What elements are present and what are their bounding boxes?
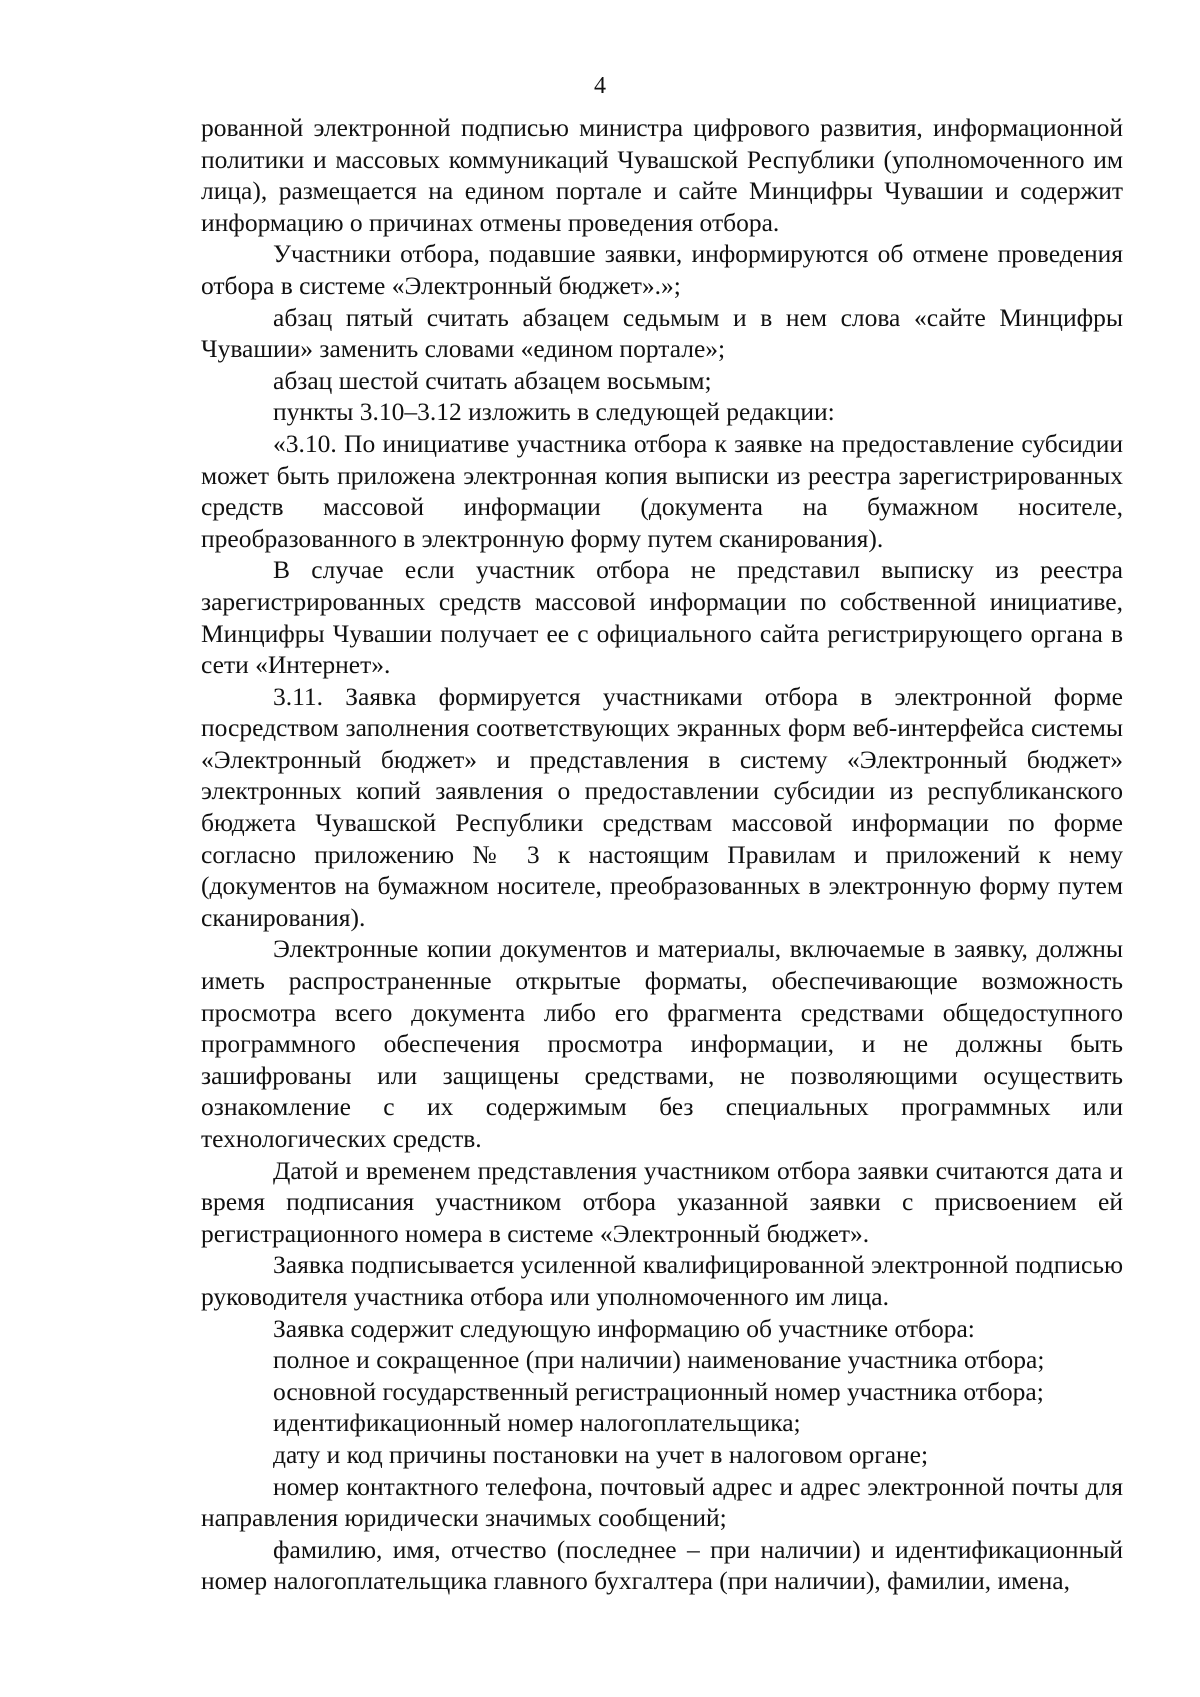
- paragraph: Датой и временем представления участником отбора заявки считаются дата и время подписания участником отбора указанной заявки с присвоением ей регистрационного номера в системе «Электронный бюджет».: [201, 1155, 1123, 1248]
- paragraph: номер контактного телефона, почтовый адрес и адрес электронной почты для направления юридически значимых сообщений;: [201, 1471, 1123, 1533]
- paragraph: Участники отбора, подавшие заявки, информируются об отмене проведения отбора в системе «Электронный бюджет».»;: [201, 239, 1123, 300]
- paragraph: В случае если участник отбора не представил выписку из реестра зарегистрированных средств массовой информации по собственной инициативе, Минцифры Чувашии получает ее с официального сайта регистрирующего органа в сети «Интернет».: [201, 555, 1123, 680]
- paragraph: рованной электронной подписью министра цифрового развития, информационной политики и массовых коммуникаций Чувашской Республики (уполномоченного им лица), размещается на едином портале и сайте Минцифры Чувашии и содержит информацию о причинах отмены проведения отбора.: [201, 113, 1123, 237]
- paragraph: фамилию, имя, отчество (последнее – при наличии) и идентификационный номер налогоплательщика главного бухгалтера (при наличии), фамилии, имена,: [201, 1534, 1123, 1596]
- paragraph: Электронные копии документов и материалы, включаемые в заявку, должны иметь распространенные открытые форматы, обеспечивающие возможность просмотра всего документа либо его фрагмента средствами общедоступного программного обеспечения просмотра информации, и не должны быть зашифрованы или защищены средствами, не позволяющими осуществить ознакомление с их содержимым без специальных программных или технологических средств.: [201, 934, 1123, 1153]
- paragraph: абзац пятый считать абзацем седьмым и в нем слова «сайте Минцифры Чувашии» заменить словами «едином портале»;: [201, 302, 1123, 364]
- paragraph: Заявка содержит следующую информацию об участнике отбора:: [273, 1313, 975, 1343]
- paragraph: абзац шестой считать абзацем восьмым;: [273, 365, 712, 395]
- paragraph: пункты 3.10–3.12 изложить в следующей редакции:: [273, 397, 835, 427]
- paragraph: Заявка подписывается усиленной квалифицированной электронной подписью руководителя участника отбора или уполномоченного им лица.: [201, 1250, 1123, 1311]
- paragraph: основной государственный регистрационный номер участника отбора;: [273, 1376, 1044, 1406]
- paragraph: 3.11. Заявка формируется участниками отбора в электронной форме посредством заполнения соответствующих экранных форм веб-интерфейса системы «Электронный бюджет» и представления в систему «Электронный бюджет» электронных копий заявления о предоставлении субсидии из республиканского бюджета Чувашской Республики средствам массовой информации по форме согласно приложению № 3 к настоящим Правилам и приложений к нему (документов на бумажном носителе, преобразованных в электронную форму путем сканирования).: [201, 681, 1123, 932]
- page-number: 4: [594, 73, 606, 99]
- paragraph: «3.10. По инициативе участника отбора к заявке на предоставление субсидии может быть приложена электронная копия выписки из реестра зарегистрированных средств массовой информации (документа на бумажном носителе, преобразованного в электронную форму путем сканирования).: [201, 428, 1123, 553]
- paragraph: полное и сокращенное (при наличии) наименование участника отбора;: [273, 1345, 1045, 1375]
- paragraph: идентификационный номер налогоплательщика;: [273, 1408, 801, 1438]
- paragraph: дату и код причины постановки на учет в налоговом органе;: [273, 1439, 929, 1469]
- document-body: [201, 112, 1123, 1597]
